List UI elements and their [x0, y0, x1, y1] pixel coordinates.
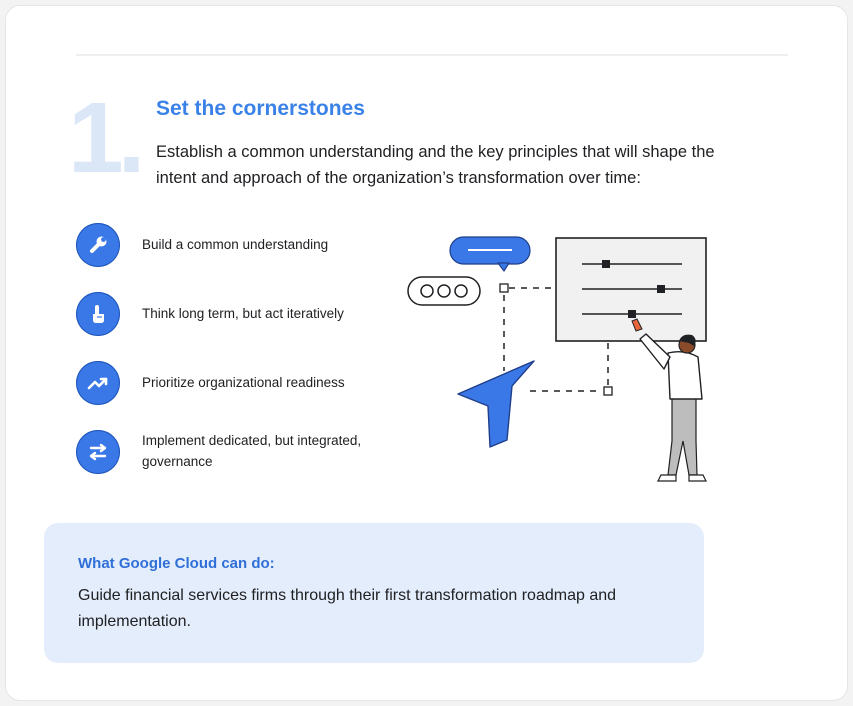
callout-title: What Google Cloud can do:: [78, 555, 275, 572]
section-intro: Establish a common understanding and the key principles that will shape the intent and approach of the organization’s transformation over time:: [156, 143, 715, 187]
callout-box: [44, 523, 704, 663]
principle-item: [76, 223, 396, 269]
typing-dots-icon: [408, 277, 480, 305]
swap-arrows-icon: [76, 430, 120, 474]
content-card: [6, 6, 847, 700]
sliders-panel: [556, 238, 706, 341]
person-adjusting-sliders-illustration: [406, 231, 716, 491]
callout-body: Guide financial services firms through their first transformation roadmap and implementation.: [78, 587, 617, 630]
cursor-arrow-icon: [458, 360, 534, 447]
section-number: 1.: [68, 82, 140, 194]
person-figure: [632, 319, 706, 481]
principle-item: [76, 430, 396, 476]
trending-up-icon: [76, 361, 120, 405]
principle-item: [76, 292, 396, 338]
principle-item: [76, 361, 396, 407]
principle-label: Think long term, but act iteratively: [142, 306, 344, 321]
chat-bubble-icon: [450, 237, 530, 271]
top-divider: [76, 54, 788, 56]
section-title: Set the cornerstones: [156, 97, 365, 120]
principle-label: Implement dedicated, but integrated, governance: [142, 433, 362, 469]
principle-label: Build a common understanding: [142, 237, 329, 252]
principle-label: Prioritize organizational readiness: [142, 375, 345, 390]
wrench-icon: [76, 223, 120, 267]
hand-pointer-icon: [76, 292, 120, 336]
